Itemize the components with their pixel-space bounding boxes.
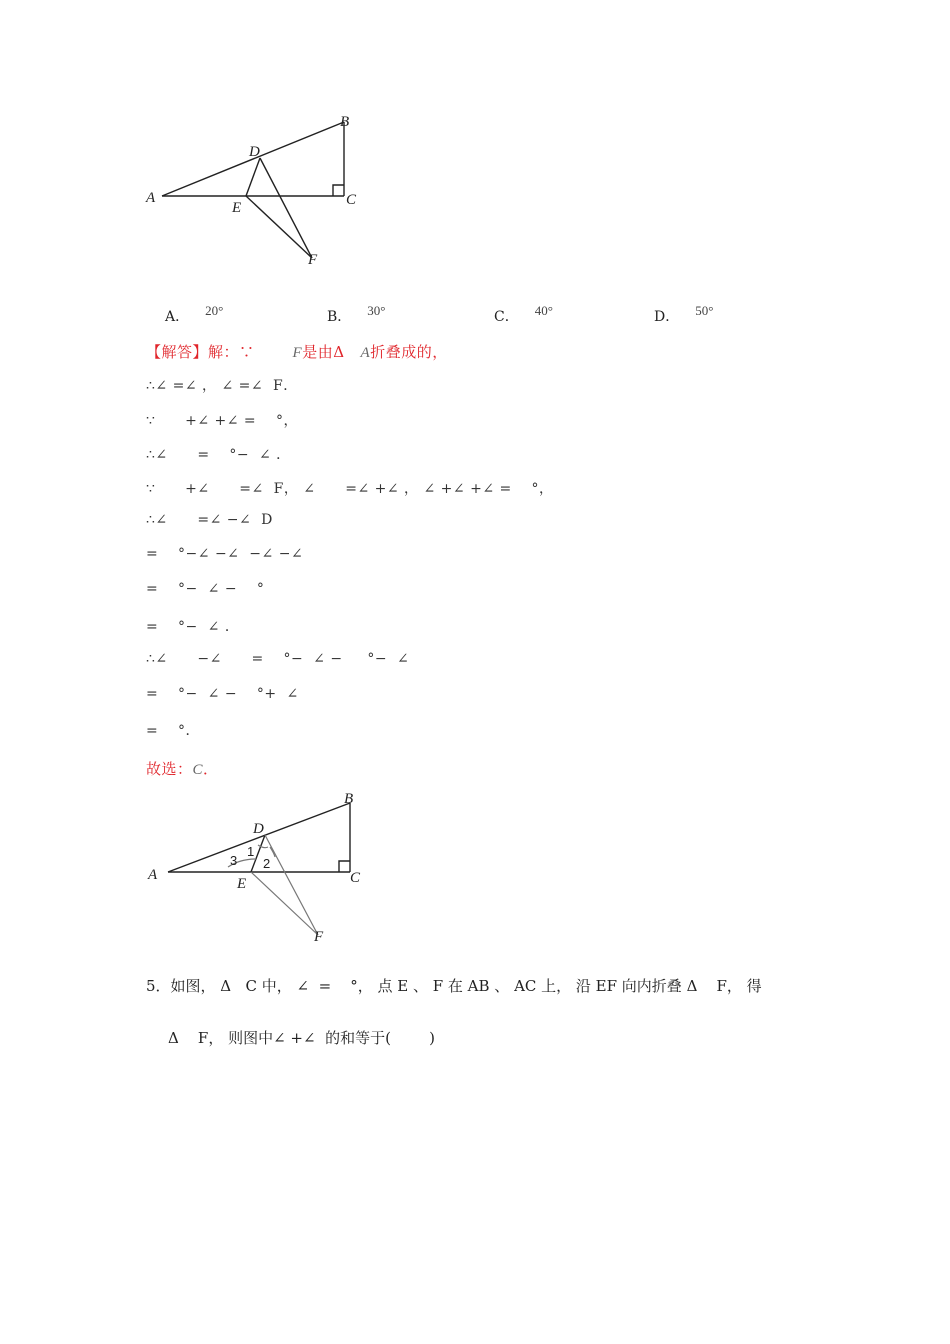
fig1-label-d: D [249, 144, 260, 160]
fig1-label-a: A [146, 190, 156, 206]
fig2-label-a: A [148, 867, 158, 883]
option-a-letter: A． [165, 309, 190, 325]
solution-line-10: = °− ∠ − °+ ∠ [146, 686, 299, 702]
solution-header-mid: 是由Δ [302, 343, 345, 361]
option-c-value: 40° [534, 303, 553, 318]
solution-line-4: ∵ +∠ =∠ F， ∠ =∠ +∠ ， ∠ +∠ +∠ = °， [146, 481, 554, 497]
fig1-label-c: C [346, 192, 357, 208]
fig2-angle-3: 3 [230, 853, 238, 868]
solution-header-end: 折叠成的， [370, 343, 448, 361]
fig2-label-f: F [314, 929, 324, 945]
fig1-label-b: B [340, 114, 350, 130]
fig2-label-c: C [350, 870, 361, 886]
fig1-label-f: F [308, 252, 318, 268]
solution-line-2: ∵ +∠ +∠ = °， [146, 413, 298, 429]
solution-line-3: ∴∠ = °− ∠ ． [146, 447, 291, 463]
figure-2-triangle [140, 785, 370, 950]
solution-header [146, 341, 448, 362]
solution-header-f: F [292, 345, 303, 361]
solution-header-label: 【解答】解：∵ [146, 343, 255, 361]
question-5-line-1: 5．如图， Δ C 中， ∠ = °， 点 E 、 F 在 AB 、 AC 上， 沿 EF 向内折叠 Δ F， 得 [146, 977, 762, 995]
option-d-value: 50° [695, 303, 714, 318]
fig2-label-e: E [237, 876, 247, 892]
fig1-label-e: E [232, 200, 242, 216]
option-d-letter: D． [654, 309, 680, 325]
solution-line-7: = °− ∠ − ° [146, 581, 265, 597]
solution-line-5: ∴∠ =∠ −∠ D [146, 512, 273, 528]
option-a-value: 20° [205, 303, 224, 318]
solution-line-9: ∴∠ −∠ = °− ∠ − °− ∠ [146, 651, 410, 667]
option-d[interactable] [654, 303, 714, 326]
figure-1-triangle [140, 110, 370, 270]
solution-line-1: ∴∠ =∠ ， ∠ =∠ F． [146, 378, 298, 394]
solution-conclusion [146, 758, 219, 779]
solution-line-6: = °−∠ −∠ −∠ −∠ [146, 546, 304, 562]
solution-line-11: = °． [146, 723, 201, 739]
fig2-label-b: B [344, 791, 354, 807]
solution-header-a: A [360, 345, 371, 361]
question-5-line-2: Δ F， 则图中∠ +∠ 的和等于( ) [168, 1029, 435, 1047]
option-b-value: 30° [367, 303, 386, 318]
option-c[interactable] [494, 303, 553, 326]
fig2-angle-2: 2 [263, 856, 271, 871]
option-b-letter: B． [327, 309, 352, 325]
fig2-label-d: D [253, 821, 264, 837]
option-a[interactable] [165, 303, 224, 326]
option-c-letter: C． [494, 309, 519, 325]
conclusion-answer: C [192, 762, 204, 778]
option-b[interactable] [327, 303, 386, 326]
solution-line-8: = °− ∠ ． [146, 619, 240, 635]
conclusion-end: ． [203, 760, 219, 778]
fig2-angle-1: 1 [247, 844, 255, 859]
conclusion-label: 故选： [146, 760, 193, 778]
